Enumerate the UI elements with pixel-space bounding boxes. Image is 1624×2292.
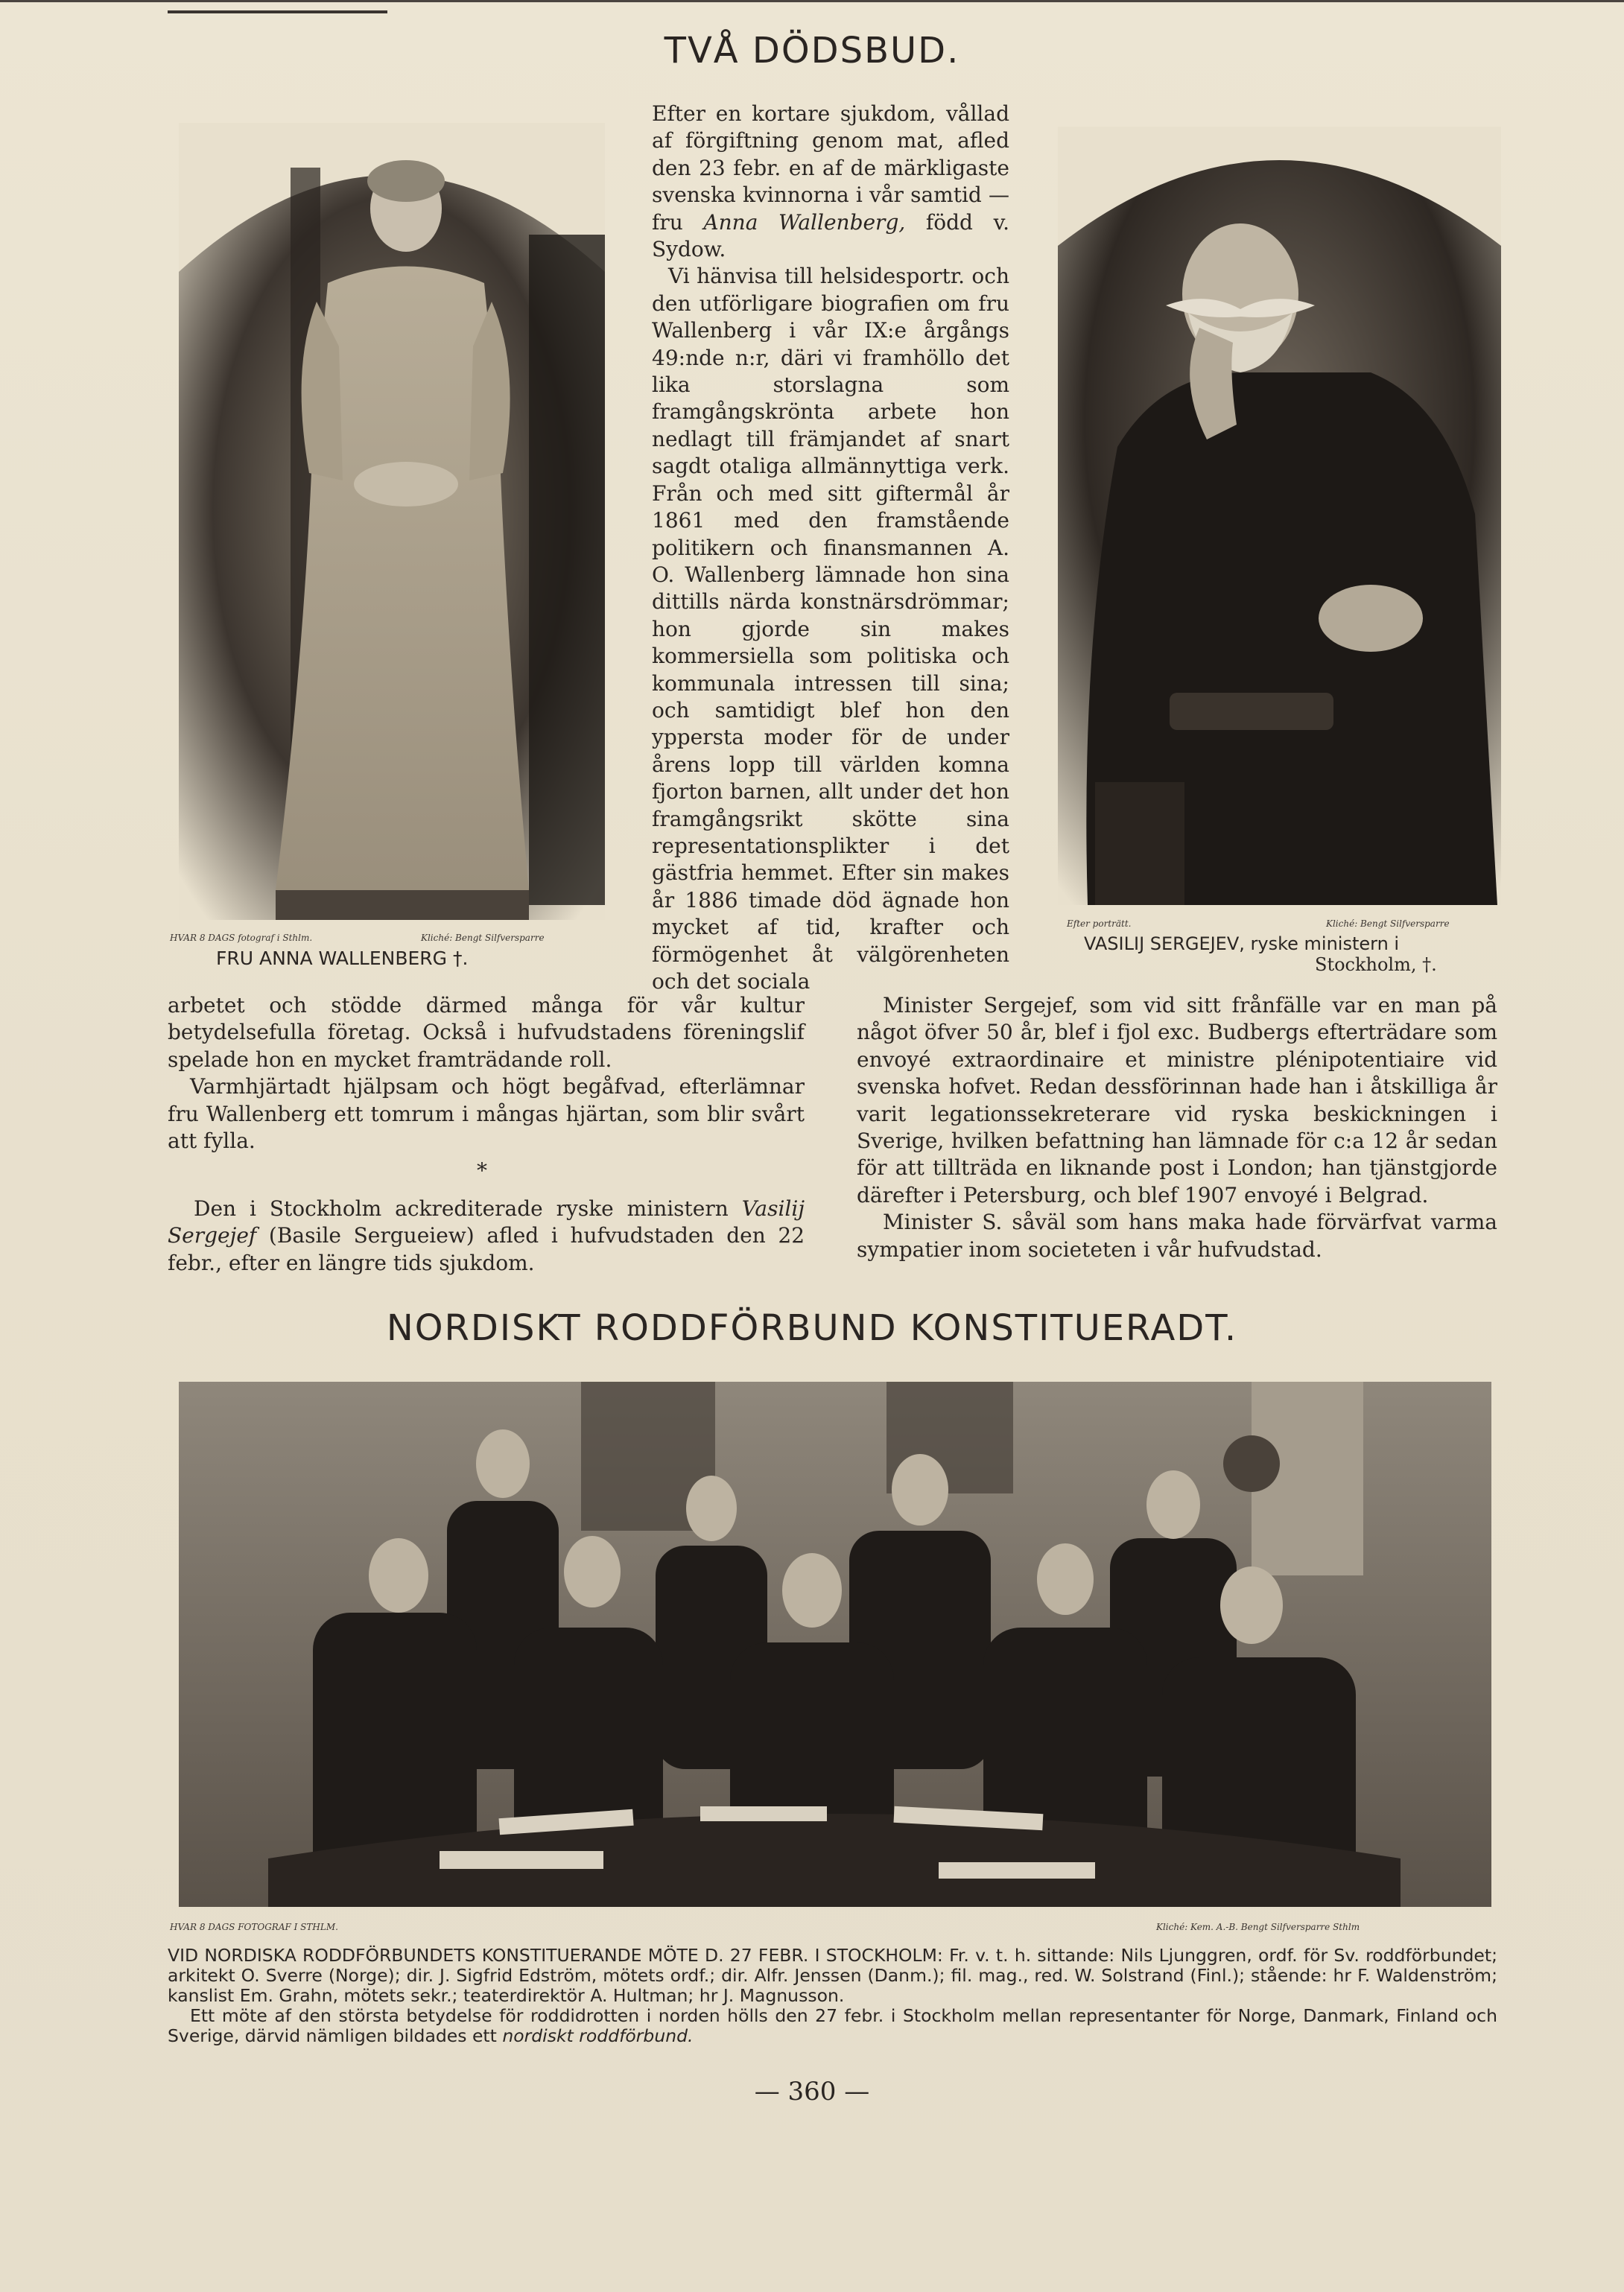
wallenberg-portrait-image <box>179 123 605 920</box>
sergejev-portrait-image <box>1058 127 1501 905</box>
rowing-group-image <box>179 1382 1491 1907</box>
sergejev-portrait-photo <box>1058 127 1501 905</box>
sergejev-cliche-credit: Kliché: Bengt Silfversparre <box>1326 918 1450 929</box>
sergejev-caption-line-2: Stockholm, †. <box>1315 954 1437 975</box>
rowing-group-photo <box>179 1382 1491 1907</box>
wallenberg-article-para-2: Varmhjärtadt hjälpsam och högt begåfvad, efterlämnar fru Wallenberg ett tomrum i mångas hjärtan, som blir svårt att fylla. <box>168 1074 805 1154</box>
wallenberg-article-column <box>652 101 1009 995</box>
wallenberg-portrait-photo <box>179 123 605 920</box>
page-number: — 360 — <box>754 2077 870 2107</box>
top-edge-rule <box>0 0 1624 2</box>
sergejev-article-para-2: Minister S. såväl som hans maka hade förvärfvat varma sympatier inom societeten i vår hufvudstad. <box>857 1210 1497 1262</box>
rowing-cliche-credit: Kliché: Kem. A.-B. Bengt Silfversparre Sthlm <box>1156 1922 1360 1932</box>
sergejev-article-para-1: Minister Sergejef, som vid sitt frånfälle var en man på något öfver 50 år, blef i fjol exc. Budbergs efterträdare som envoyé extraordinaire et ministre plénipotentiaire vid svenska hofvet. Redan dessförinnan hade han i åtskilliga år varit legationssekreterare vid ryska beskickningen i Sverige, hvilken befattning han lämnade för c:a 12 år sedan för att tillträda en liknande post i London; han tjänstgjorde därefter i Petersburg, och blef 1907 envoyé i Belgrad. <box>857 993 1497 1207</box>
section-separator: * <box>477 1158 487 1183</box>
rowing-caption-names: VID NORDISKA RODDFÖRBUNDETS KONSTITUERANDE MÖTE D. 27 FEBR. I STOCKHOLM: Fr. v. t. h. sittande: Nils Ljunggren, ordf. för Sv. roddförbundet; arkitekt O. Sverre (Norge); dir. J. Sigfrid Edström, mötets ordf.; dir. Alfr. Jenssen (Danm.); fil. mag., red. W. Solstrand (Finl.); stående: hr F. Waldenström; kanslist Em. Grahn, mötets sekr.; teaterdirektör A. Hultman; hr J. Magnusson. <box>168 1945 1497 2006</box>
sergejev-caption-line-1: VASILIJ SERGEJEV, ryske ministern i <box>1084 933 1400 954</box>
page-title: TVÅ DÖDSBUD. <box>664 30 960 72</box>
rowing-caption-description: Ett möte af den största betydelse för roddidrotten i norden hölls den 27 febr. i Stockholm mellan representanter för Norge, Danmark, Finland och Sverige, därvid nämligen bildades ett nordiskt roddförbund. <box>168 2005 1497 2046</box>
rowing-photo-credit: HVAR 8 DAGS FOTOGRAF I STHLM. <box>170 1922 338 1932</box>
wallenberg-article-body: Vi hänvisa till helsidesportr. och den utförligare biografien om fru Wallenberg i vår IX:e årgångs 49:nde n:r, däri vi framhöllo det lika storslagna som framgångskrönta arbete hon nedlagt till främjandet af snart sagdt otaliga allmännyttiga verk. Från och med sitt giftermål år 1861 med den framstående politikern och finansmannen A. O. Wallenberg lämnade hon sina dittills närda konstnärsdrömmar; hon gjorde sin makes kommersiella som politiska och kommunala intressen till sina; och samtidigt blef hon den yppersta moder för de under årens lopp till världen komna fjorton barnen, allt under det hon framgångsrikt skötte sina representationsplikter i det gästfria hemmet. Efter sin makes år 1886 timade död ägnade hon mycket af tid, krafter och förmögenhet åt välgörenheten och det sociala <box>652 264 1009 994</box>
wallenberg-article-para-1: arbetet och stödde därmed många för vår kultur betydelsefulla företag. Också i hufvudstadens föreningslif spelade hon en mycket framträdande roll. <box>168 993 805 1072</box>
wallenberg-caption: FRU ANNA WALLENBERG †. <box>216 947 469 969</box>
rowing-photo-caption <box>168 1946 1497 2046</box>
wallenberg-article-intro: Efter en kortare sjukdom, vållad af förgiftning genom mat, afled den 23 febr. en af de märkligaste svenska kvinnorna i vår samtid — fru Anna Wallenberg, född v. Sydow. <box>652 101 1009 262</box>
rowing-section-title: NORDISKT RODDFÖRBUND KONSTITUERADT. <box>386 1307 1238 1349</box>
top-rule <box>168 10 387 13</box>
sergejev-article-column <box>857 992 1497 1263</box>
wallenberg-article-continuation <box>168 992 805 1155</box>
wallenberg-photo-credit: HVAR 8 DAGS fotograf i Sthlm. <box>170 933 313 943</box>
sergejev-photo-credit: Efter porträtt. <box>1067 918 1132 929</box>
wallenberg-cliche-credit: Kliché: Bengt Silfversparre <box>421 933 545 943</box>
sergejev-article-intro: Den i Stockholm ackrediterade ryske ministern Vasilij Sergejef (Basile Sergueiew) afled i hufvudstaden den 22 febr., efter en längre tids sjukdom. <box>168 1196 805 1275</box>
